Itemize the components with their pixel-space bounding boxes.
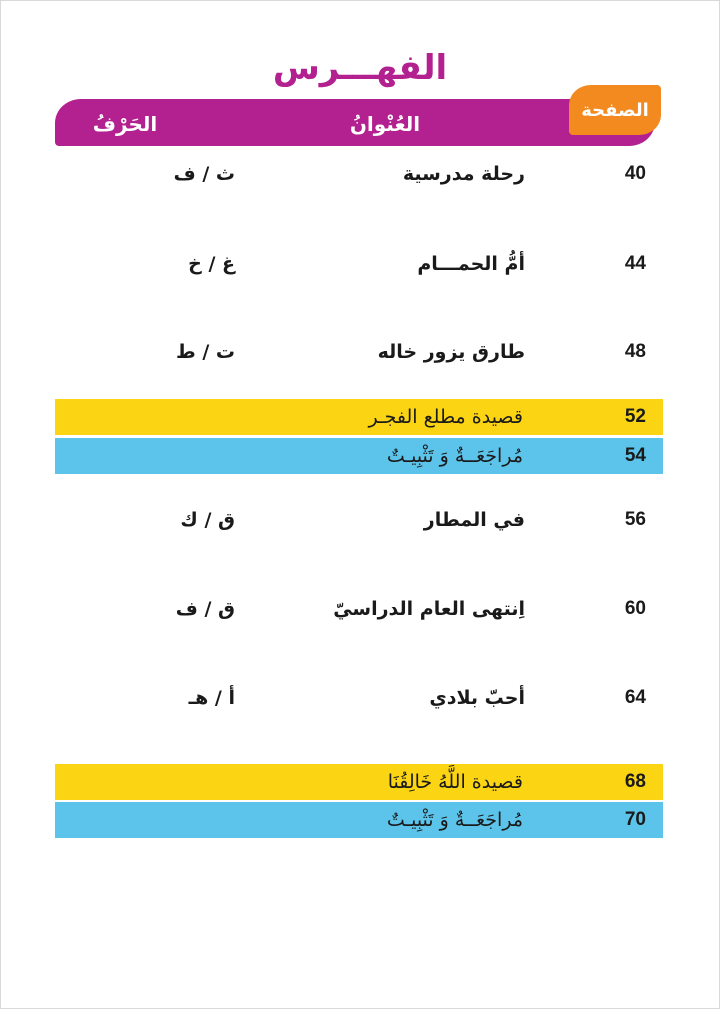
toc-page-number: 54: [624, 445, 646, 466]
toc-letters: ق / ف: [175, 598, 235, 620]
toc-letters: ت / ط: [176, 341, 235, 363]
toc-letters: ق / ك: [180, 509, 235, 531]
toc-row[interactable]: [55, 246, 663, 282]
toc-lesson-title: أمُّ الحمـــام: [417, 253, 525, 275]
toc-page-number: 70: [624, 809, 646, 830]
toc-row-review[interactable]: [55, 438, 663, 474]
toc-page-number: 56: [624, 509, 646, 530]
toc-page-number: 64: [624, 687, 646, 708]
toc-page-number: 44: [624, 253, 646, 274]
toc-row[interactable]: [55, 680, 663, 716]
toc-page-number: 40: [624, 163, 646, 184]
page-title: الفهـــرس: [272, 48, 448, 88]
column-header-title: العُنْوانُ: [349, 112, 421, 136]
toc-row[interactable]: [55, 334, 663, 370]
toc-lesson-title: مُراجَعَــةٌ وَ تَثْبِيـتٌ: [386, 809, 523, 831]
toc-page-number: 52: [624, 406, 646, 427]
toc-page-number: 60: [624, 598, 646, 619]
toc-row[interactable]: [55, 591, 663, 627]
toc-lesson-title: قصيدة مطلع الفجـر: [368, 406, 523, 428]
column-header-page: الصفحة: [569, 85, 661, 135]
toc-letters: غ / خ: [188, 253, 235, 275]
toc-row-poem[interactable]: [55, 399, 663, 435]
toc-page-number: 68: [624, 771, 646, 792]
toc-lesson-title: رحلة مدرسية: [402, 163, 525, 185]
toc-row[interactable]: [55, 156, 663, 192]
toc-letters: ث / ف: [173, 163, 235, 185]
toc-lesson-title: أحبّ بلادي: [429, 687, 525, 709]
toc-lesson-title: مُراجَعَــةٌ وَ تَثْبِيـتٌ: [386, 445, 523, 467]
column-header-letter: الحَرْفُ: [92, 112, 158, 136]
toc-row-review[interactable]: [55, 802, 663, 838]
toc-lesson-title: قصيدة اللَّهُ خَالِقُنَا: [387, 771, 523, 793]
toc-row[interactable]: [55, 502, 663, 538]
toc-page-number: 48: [624, 341, 646, 362]
toc-letters: أ / هـ: [188, 687, 235, 709]
toc-lesson-title: طارق يزور خاله: [377, 341, 525, 363]
toc-lesson-title: في المطار: [423, 509, 525, 531]
toc-row-poem[interactable]: [55, 764, 663, 800]
toc-lesson-title: اِنتهى العام الدراسيّ: [333, 598, 525, 620]
